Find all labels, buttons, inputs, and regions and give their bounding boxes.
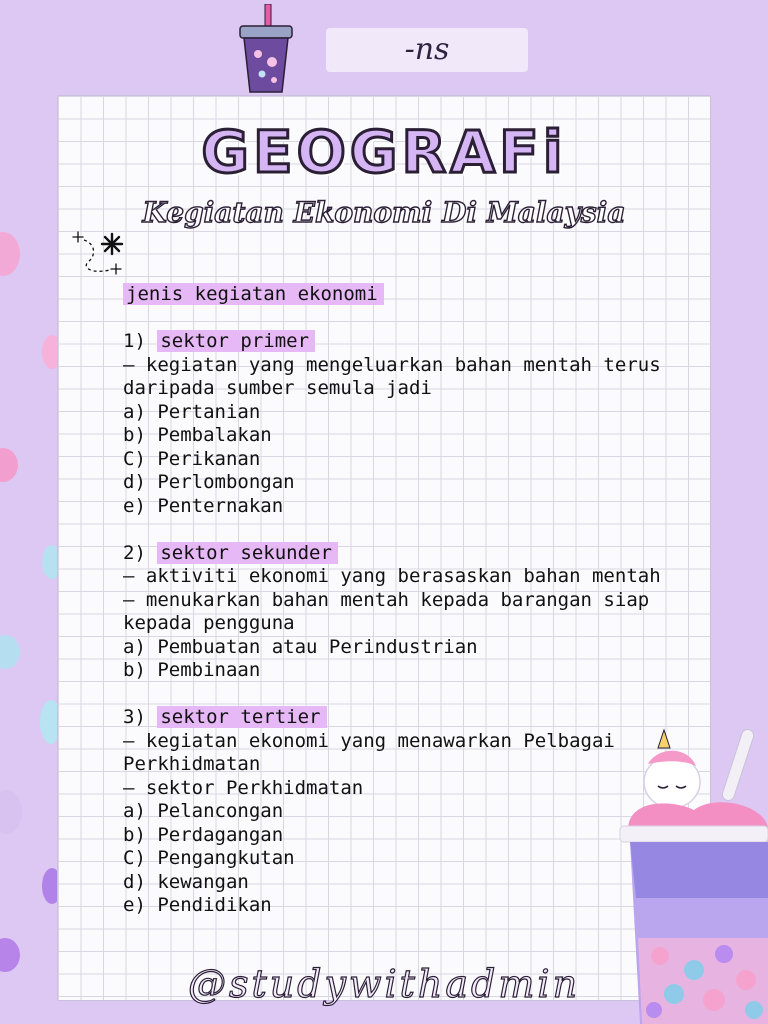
section-number: 1) [123,330,146,352]
list-item: d) kewangan [123,870,249,893]
section-number: 2) [123,541,146,564]
list-item: C) Pengangkutan [123,847,295,869]
section-header [123,542,663,566]
list-item: a) Pembuatan atau Perindustrian [123,635,478,658]
page-title: GEOGRAFi [201,118,567,186]
list-item: b) Perdagangan [123,823,284,846]
list-item: C) Perikanan [123,447,261,470]
section-header [123,330,663,354]
page-subtitle: Kegiatan Ekonomi Di Malaysia [142,196,626,229]
signature-text: -ns [404,32,450,67]
note-line: daripada sumber semula jadi [123,377,432,399]
decor-dot [0,448,18,482]
section-name: sektor sekunder [157,542,338,564]
list-item: d) Perlombongan [123,471,295,493]
note-line: – sektor Perkhidmatan [123,776,364,799]
section-number: 3) [123,706,146,728]
list-item: b) Pembinaan [123,659,261,681]
notes-heading: jenis kegiatan ekonomi [123,283,384,305]
decor-dot [0,790,22,834]
list-item: e) Pendidikan [123,894,272,916]
sparkle-star-icon [66,226,126,282]
decor-dot [0,232,20,276]
list-item: a) Pertanian [123,400,261,423]
note-line: kepada pengguna [123,612,295,634]
signature-sticker [326,28,528,72]
bubble-tea-cup-icon [234,4,298,96]
section-name: sektor primer [157,330,315,352]
notes-body [123,283,663,918]
list-item: b) Pembalakan [123,424,272,446]
note-line: – aktiviti ekonomi yang berasaskan bahan mentah [123,565,661,587]
note-line: – menukarkan bahan mentah kepada barangan siap [123,588,650,611]
list-item: e) Penternakan [123,494,284,517]
list-item: a) Pelancongan [123,800,284,822]
note-line: Perkhidmatan [123,753,261,775]
section-name: sektor tertier [157,706,326,728]
decor-dot [0,635,20,669]
footer-handle: @studywithadmin [187,962,581,1006]
note-line: – kegiatan ekonomi yang menawarkan Pelbagai [123,729,615,752]
section-header [123,706,663,730]
notes-heading-line [123,283,663,307]
note-line: – kegiatan yang mengeluarkan bahan mentah terus [123,353,661,376]
